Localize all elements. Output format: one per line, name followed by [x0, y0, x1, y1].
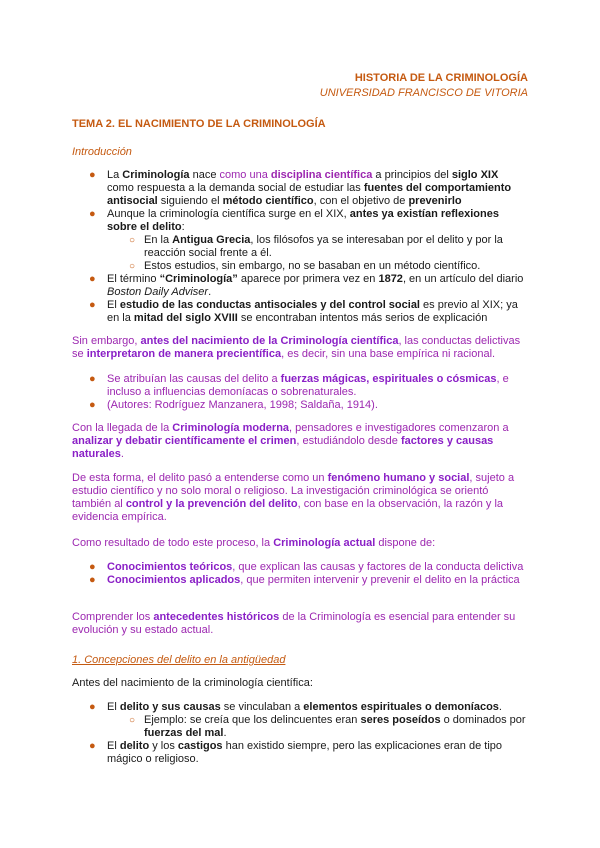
paragraph: Como resultado de todo este proceso, la Criminología actual dispone de:: [72, 537, 436, 549]
bullet-icon: ●: [89, 208, 96, 220]
university-name: UNIVERSIDAD FRANCISCO DE VITORIA: [319, 87, 528, 99]
sub-list-item: ○ En la Antigua Grecia, los filósofos ya se interesaban por el delito y por la reacción social frente a él.: [129, 234, 503, 259]
antiquity-list: [72, 701, 528, 766]
precientific-list: [72, 373, 528, 412]
intro-list: [72, 169, 528, 325]
bullet-icon: ●: [89, 169, 96, 181]
knowledge-list: [72, 561, 528, 587]
section-heading: 1. Concepciones del delito en la antigüedad: [72, 654, 286, 666]
course-title: HISTORIA DE LA CRIMINOLOGÍA: [354, 72, 528, 84]
bullet-icon: ●: [89, 561, 96, 573]
topic-title: TEMA 2. EL NACIMIENTO DE LA CRIMINOLOGÍA: [72, 118, 326, 130]
paragraph: Comprender los antecedentes históricos de la Criminología es esencial para entender su evolución y su estado actual.: [72, 611, 516, 636]
list-item: ● El estudio de las conductas antisociales y del control social es previo al XIX; ya en la mitad del siglo XVIII se encontraban intentos más serios de explicación: [89, 299, 518, 324]
sub-list-item: ○ Estos estudios, sin embargo, no se basaban en un método científico.: [129, 260, 481, 272]
list-item: ● Conocimientos aplicados, que permiten intervenir y prevenir el delito en la práctica: [89, 574, 520, 586]
sub-list-item: ○ Ejemplo: se creía que los delincuentes eran seres poseídos o dominados por fuerzas del mal.: [129, 714, 526, 739]
paragraph: De esta forma, el delito pasó a entenderse como un fenómeno humano y social, sujeto a estudio científico y no solo moral o religioso. La investigación criminológica se orientó también al control y la prevención del delito, con base en la observación, la razón y la evidencia empírica.: [72, 472, 515, 523]
hollow-bullet-icon: ○: [129, 235, 136, 246]
hollow-bullet-icon: ○: [129, 715, 136, 726]
list-item: ● (Autores: Rodríguez Manzanera, 1998; Saldaña, 1914).: [89, 399, 378, 411]
bullet-icon: ●: [89, 740, 96, 752]
bullet-icon: ●: [89, 273, 96, 285]
list-item: ● La Criminología nace como una disciplina científica a principios del siglo XIX como respuesta a la demanda social de estudiar las fuentes del comportamiento antisocial siguiendo el método científico, con el objetivo de prevenirlo: [89, 169, 512, 207]
paragraph: Sin embargo, antes del nacimiento de la Criminología científica, las conductas delictivas se interpretaron de manera precientífica, es decir, sin una base empírica ni racional.: [72, 335, 521, 360]
paragraph: Con la llegada de la Criminología moderna, pensadores e investigadores comenzaron a analizar y debatir científicamente el crimen, estudiándolo desde factores y causas naturales.: [72, 422, 509, 460]
bullet-icon: ●: [89, 399, 96, 411]
bullet-icon: ●: [89, 574, 96, 586]
bullet-icon: ●: [89, 373, 96, 385]
hollow-bullet-icon: ○: [129, 261, 136, 272]
list-item: ● Se atribuían las causas del delito a fuerzas mágicas, espirituales o cósmicas, e incluso a influencias demoníacas o sobrenaturales.: [89, 373, 509, 398]
bullet-icon: ●: [89, 701, 96, 713]
list-item: ● El delito y sus causas se vinculaban a elementos espirituales o demoníacos.: [89, 701, 502, 713]
list-item: ● El delito y los castigos han existido siempre, pero las explicaciones eran de tipo mágico o religioso.: [89, 740, 502, 765]
list-item: ● Aunque la criminología científica surge en el XIX, antes ya existían reflexiones sobre el delito:: [89, 208, 499, 233]
bullet-icon: ●: [89, 299, 96, 311]
intro-heading: Introducción: [72, 146, 132, 158]
list-item: ● Conocimientos teóricos, que explican las causas y factores de la conducta delictiva: [89, 561, 524, 573]
paragraph: Antes del nacimiento de la criminología científica:: [72, 677, 313, 689]
list-item: ● El término “Criminología” aparece por primera vez en 1872, en un artículo del diario Boston Daily Adviser.: [89, 273, 524, 298]
